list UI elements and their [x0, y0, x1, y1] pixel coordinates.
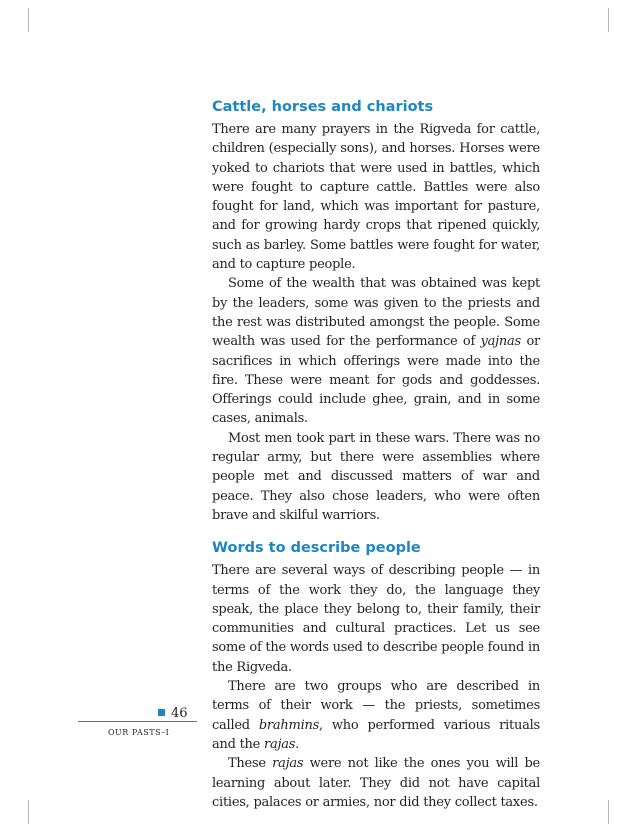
paragraph-text: , who performed various rituals and the — [212, 717, 540, 752]
paragraph-text: were not like the ones you will be learning about later. They did not have capital cities, palaces or armies, nor did they collect taxes. — [212, 756, 540, 810]
footer-rule — [78, 721, 197, 722]
paragraph: There are many prayers in the Rigveda for cattle, children (especially sons), and horses. Horses were yoked to chariots that were used in battles, which were fought to capture cattle. Battles were also fought for land, which was important for pasture, and for growing hardy crops that ripened quickly, such as barley. Some battles were fought for water, and to capture people. — [212, 122, 540, 273]
paragraph-text: . — [295, 736, 300, 752]
term-italic: brahmins — [258, 717, 320, 733]
paragraph: Most men took part in these wars. There was no regular army, but there were assemblies where people met and discussed matters of war and peace. They also chose leaders, who were often brave and skilful warriors. — [212, 430, 540, 523]
square-bullet-icon — [158, 709, 165, 716]
crop-mark-top-left — [28, 8, 29, 32]
crop-mark-bottom-left — [28, 800, 29, 824]
term-italic: yajnas — [480, 334, 521, 350]
term-italic: rajas — [272, 756, 304, 772]
paragraph-text: Some of the wealth that was obtained was kept by the leaders, some was given to the priests and the rest was distributed amongst the people. Some wealth was used for the performance of — [212, 276, 540, 350]
page-content — [212, 98, 540, 812]
paragraph — [212, 274, 540, 428]
paragraph-text: These — [228, 756, 273, 772]
paragraph-text: or sacrifices in which offerings were made into the fire. These were meant for gods and goddesses. Offerings could include ghee, grain, and in some cases, animals. — [212, 334, 540, 427]
term-italic: rajas — [264, 736, 296, 752]
page-number — [158, 706, 188, 721]
paragraph — [212, 754, 540, 812]
crop-mark-top-right — [608, 8, 609, 32]
crop-mark-bottom-right — [608, 800, 609, 824]
paragraph — [212, 677, 540, 754]
paragraph: There are several ways of describing people — in terms of the work they do, the language they speak, the place they belong to, their family, their communities and cultural practices. Let us see some of the words used to describe people found in the Rigveda. — [212, 563, 541, 675]
book-title-footer: OUR PASTS–I — [108, 728, 170, 737]
section-heading-words: Words to describe people — [212, 540, 421, 557]
section-heading-cattle: Cattle, horses and chariots — [212, 99, 434, 115]
paragraph-text: There are two groups who are described in terms of their work — the priests, sometimes called — [212, 679, 540, 733]
page-number-text: 46 — [171, 706, 188, 721]
